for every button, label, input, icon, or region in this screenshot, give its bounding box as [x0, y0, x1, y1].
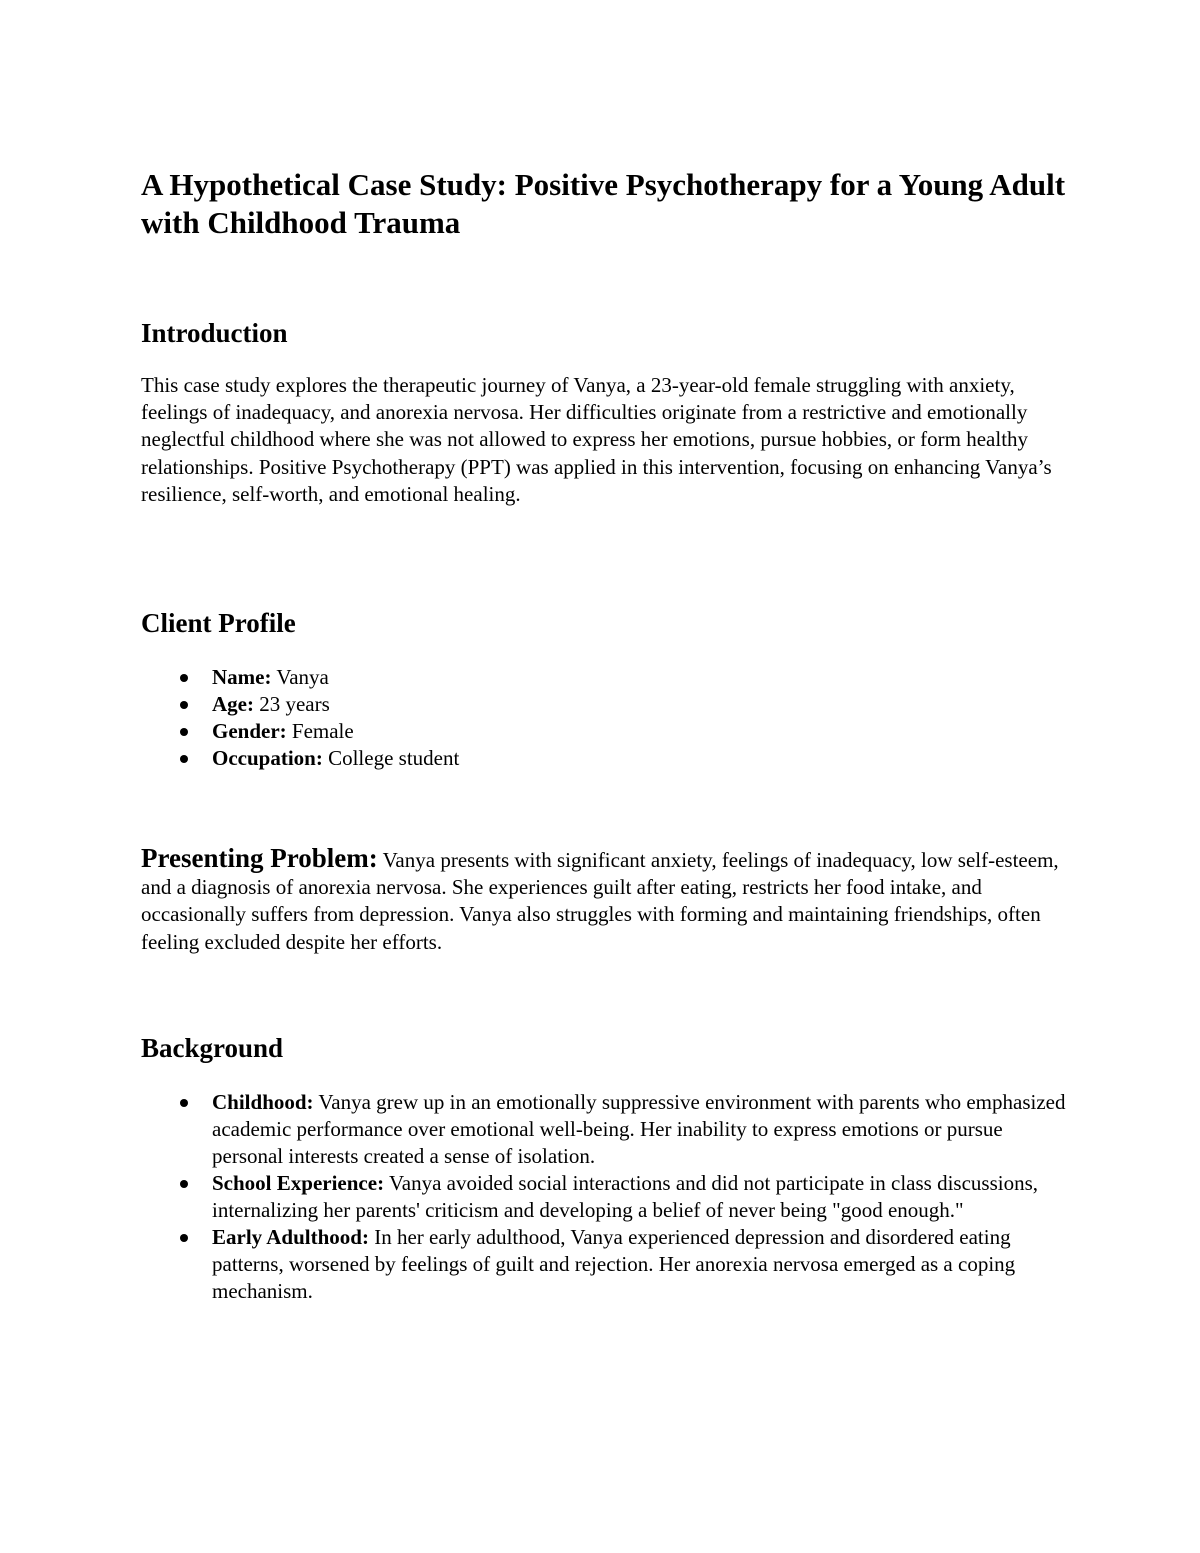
item-value: Vanya grew up in an emotionally suppressive environment with parents who emphasized academic performance over emotional well-being. Her inability to express emotions or pursue personal interests created a sense of isolation.	[212, 1090, 1066, 1168]
document-title: A Hypothetical Case Study: Positive Psychotherapy for a Young Adult with Childhood Trauma	[141, 167, 1066, 240]
item-value: College student	[328, 746, 460, 770]
item-label: Early Adulthood:	[212, 1225, 369, 1249]
introduction-paragraph: This case study explores the therapeutic journey of Vanya, a 23-year-old female struggling with anxiety, feelings of inadequacy, and anorexia nervosa. Her difficulties originate from a restrictive and emotionally neglectful childhood where she was not allowed to express her emotions, pursue hobbies, or form healthy relationships. Positive Psychotherapy (PPT) was applied in this intervention, focusing on enhancing Vanya’s resilience, self-worth, and emotional healing.	[141, 373, 1052, 506]
item-label: School Experience:	[212, 1171, 385, 1195]
bullet-icon	[180, 1180, 188, 1188]
item-label: Age:	[212, 692, 254, 716]
item-label: Childhood:	[212, 1090, 314, 1114]
bullet-icon	[180, 674, 188, 682]
list-item	[141, 664, 1071, 691]
item-label: Gender:	[212, 719, 287, 743]
bullet-icon	[180, 1234, 188, 1242]
list-item	[141, 718, 1071, 745]
list-item	[141, 691, 1071, 718]
item-label: Name:	[212, 665, 272, 689]
bullet-icon	[180, 728, 188, 736]
background-heading: Background	[141, 1033, 284, 1063]
introduction-heading: Introduction	[141, 318, 288, 348]
presenting-problem-paragraph	[141, 845, 1071, 956]
list-item	[141, 1170, 1071, 1224]
list-item	[141, 745, 1071, 772]
item-label: Occupation:	[212, 746, 323, 770]
presenting-problem-heading: Presenting Problem:	[141, 843, 378, 873]
bullet-icon	[180, 701, 188, 709]
client-profile-list	[141, 664, 1071, 772]
item-value: Vanya	[276, 665, 329, 689]
background-list	[141, 1089, 1071, 1305]
list-item	[141, 1089, 1071, 1170]
bullet-icon	[180, 755, 188, 763]
client-profile-heading: Client Profile	[141, 608, 296, 638]
list-item	[141, 1224, 1071, 1305]
item-value: In her early adulthood, Vanya experienced depression and disordered eating patterns, worsened by feelings of guilt and rejection. Her anorexia nervosa emerged as a coping mechanism.	[212, 1225, 1016, 1303]
bullet-icon	[180, 1099, 188, 1107]
item-value: Vanya avoided social interactions and did not participate in class discussions, internalizing her parents' criticism and developing a belief of never being "good enough."	[212, 1171, 1039, 1222]
item-value: Female	[291, 719, 354, 743]
item-value: 23 years	[259, 692, 330, 716]
presenting-problem-text: Vanya presents with significant anxiety, feelings of inadequacy, low self-esteem, and a diagnosis of anorexia nervosa. She experiences guilt after eating, restricts her food intake, and occasionally suffers from depression. Vanya also struggles with forming and maintaining friendships, often feeling excluded despite her efforts.	[141, 848, 1059, 954]
